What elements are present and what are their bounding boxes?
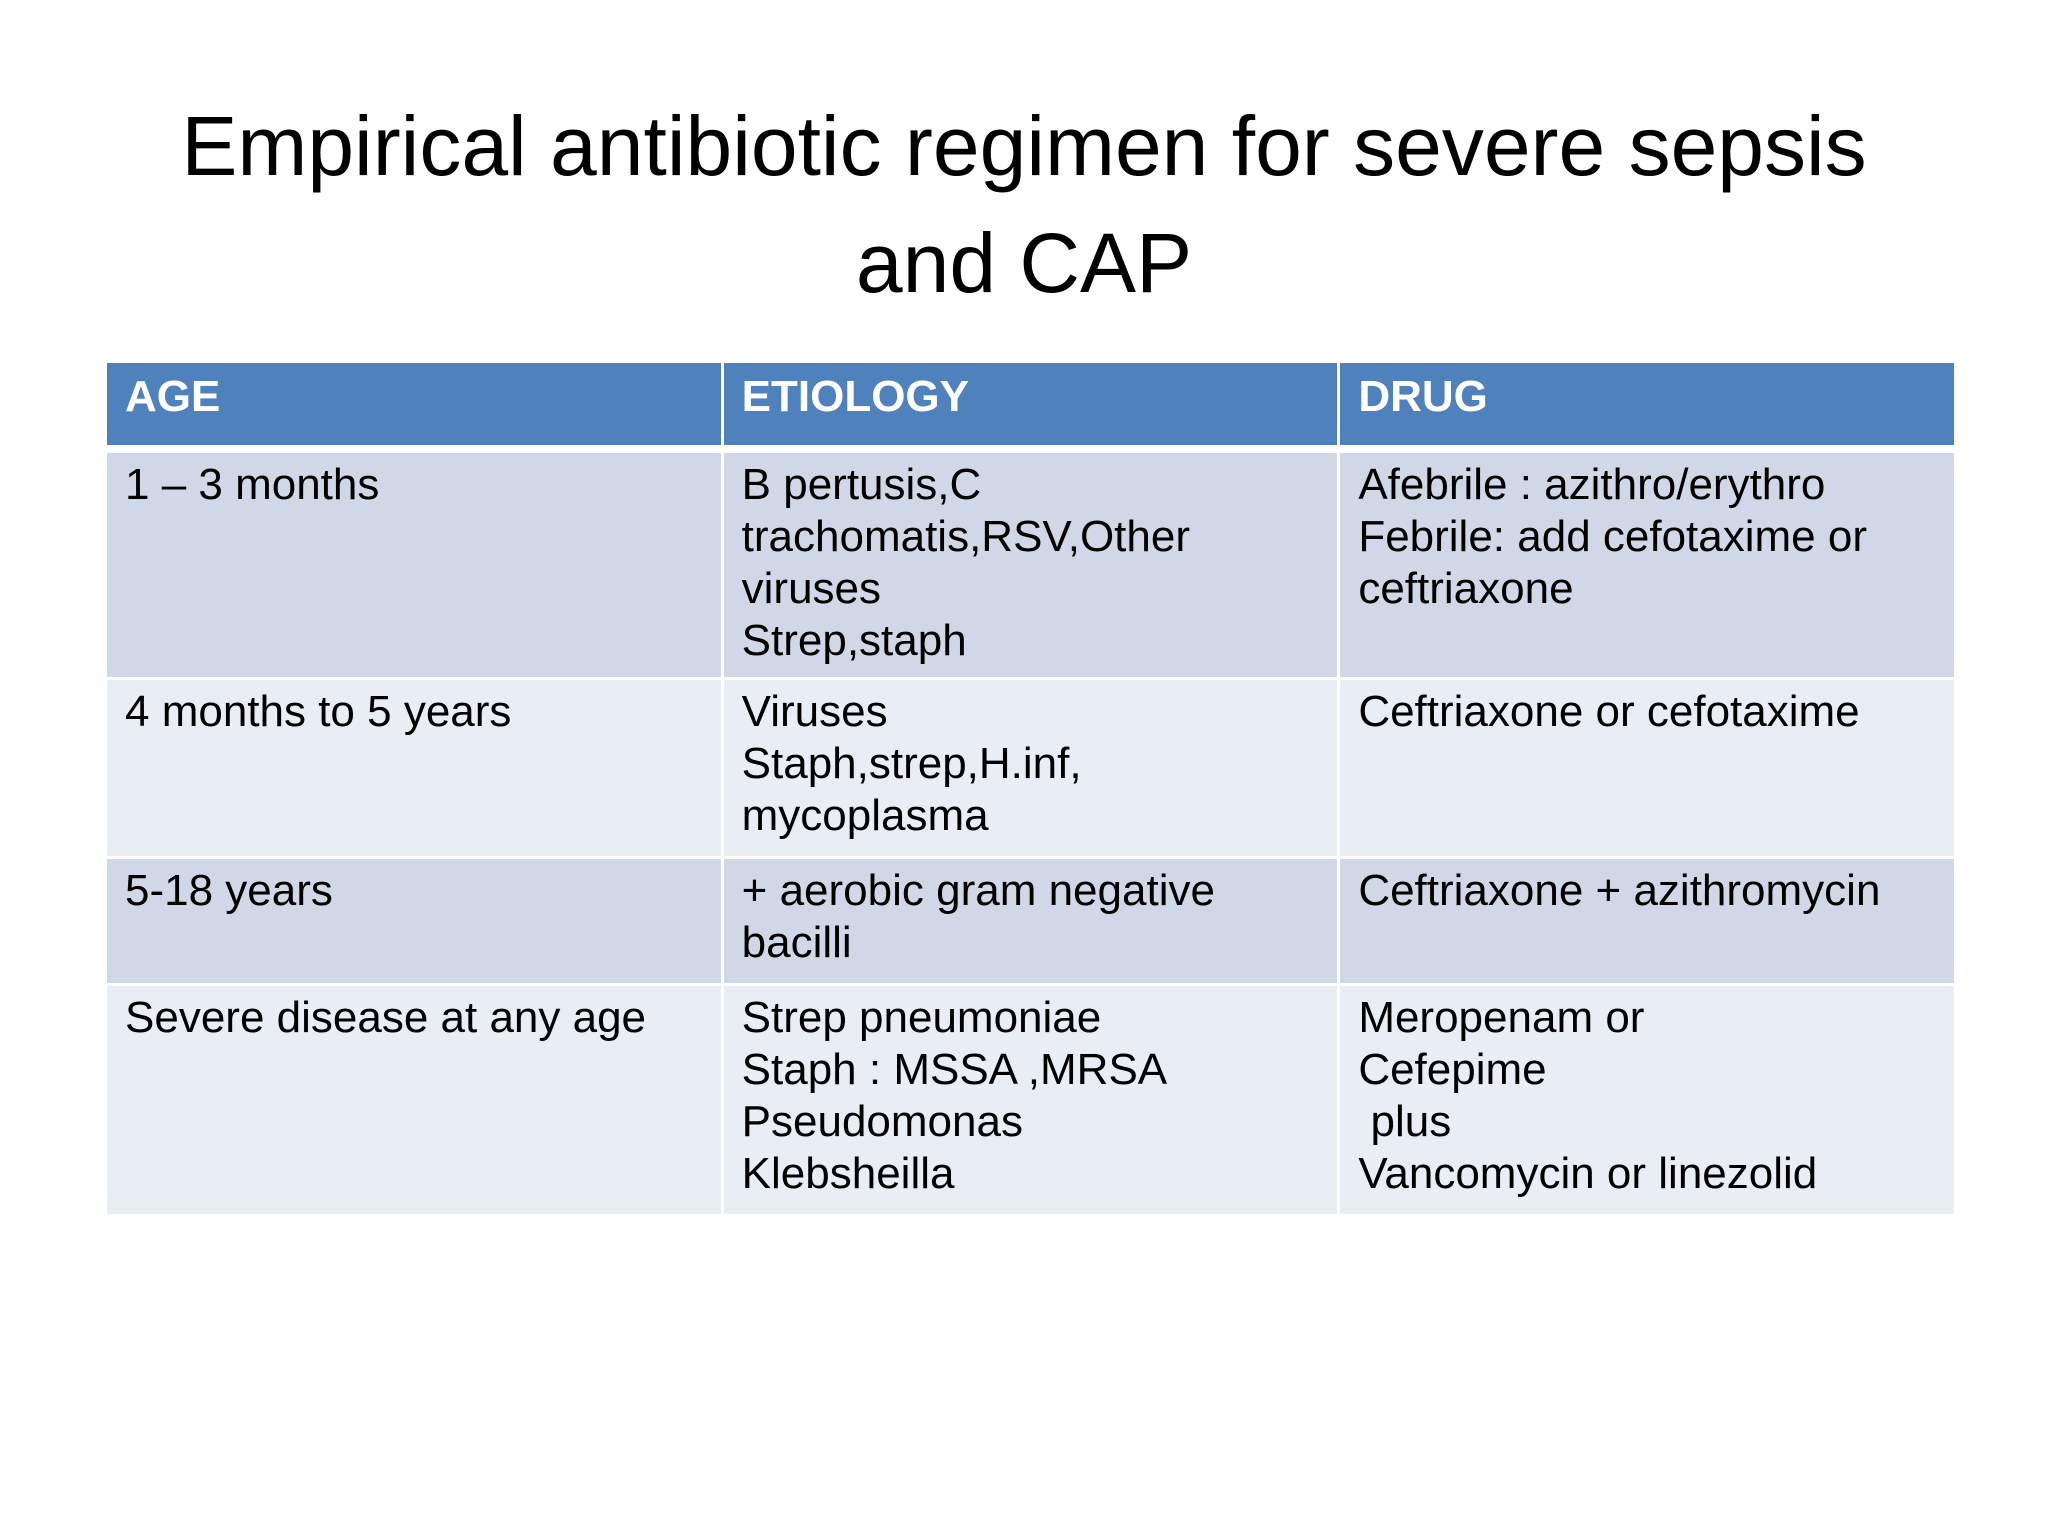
cell-age (106, 985, 723, 1216)
cell-drug (1339, 449, 1956, 679)
table-row (106, 679, 1956, 858)
table-row (106, 858, 1956, 985)
cell-line: Ceftriaxone + azithromycin (1358, 866, 1881, 915)
slide-title-line: Empirical antibiotic regimen for severe sepsis (181, 99, 1867, 193)
cell-etiology (722, 985, 1339, 1216)
header-age: AGE (106, 362, 723, 450)
table-row (106, 985, 1956, 1216)
cell-line: Cefepime (1358, 1045, 1547, 1094)
cell-line: Klebsheilla (741, 1149, 955, 1198)
cell-line: 4 months to 5 years (125, 687, 512, 736)
cell-line: 5-18 years (125, 866, 333, 915)
cell-line: + aerobic gram negative (741, 866, 1215, 915)
cell-etiology (722, 858, 1339, 985)
header-etiology: ETIOLOGY (722, 362, 1339, 450)
cell-line: B pertusis,C (741, 460, 982, 509)
cell-drug (1339, 858, 1956, 985)
cell-age (106, 449, 723, 679)
cell-age (106, 858, 723, 985)
cell-line: 1 – 3 months (125, 460, 380, 509)
header-drug: DRUG (1339, 362, 1956, 450)
cell-line: Vancomycin or linezolid (1358, 1149, 1818, 1198)
cell-line: Pseudomonas (741, 1097, 1023, 1146)
cell-line: Ceftriaxone or cefotaxime (1358, 687, 1860, 736)
cell-line: mycoplasma (741, 791, 989, 840)
cell-line: plus (1358, 1097, 1452, 1146)
cell-line: Severe disease at any age (125, 993, 647, 1042)
table-header-row (106, 362, 1956, 450)
slide-title-line: and CAP (855, 216, 1193, 310)
cell-age (106, 679, 723, 858)
cell-line: Strep pneumoniae (741, 993, 1102, 1042)
cell-line: Strep,staph (741, 616, 967, 665)
cell-line: ceftriaxone (1358, 564, 1574, 613)
cell-drug (1339, 985, 1956, 1216)
cell-line: Afebrile : azithro/erythro (1358, 460, 1826, 509)
cell-etiology (722, 449, 1339, 679)
cell-line: Febrile: add cefotaxime or (1358, 512, 1867, 561)
cell-line: Staph : MSSA ,MRSA (741, 1045, 1168, 1094)
regimen-table (104, 360, 1957, 1217)
cell-etiology (722, 679, 1339, 858)
cell-drug (1339, 679, 1956, 858)
cell-line: Viruses (741, 687, 888, 736)
cell-line: bacilli (741, 918, 852, 967)
slide-title (100, 88, 1948, 322)
table-row (106, 449, 1956, 679)
cell-line: viruses (741, 564, 882, 613)
cell-line: Meropenam or (1358, 993, 1645, 1042)
cell-line: trachomatis,RSV,Other (741, 512, 1190, 561)
cell-line: Staph,strep,H.inf, (741, 739, 1082, 788)
